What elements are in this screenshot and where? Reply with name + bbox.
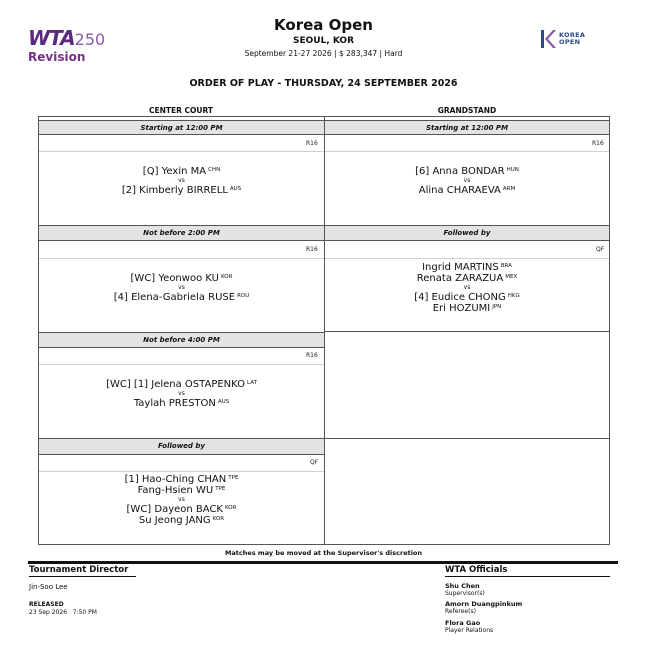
korea-open-logo-line2: OPEN <box>559 38 581 46</box>
vs-label: vs <box>178 496 185 503</box>
officials-underline <box>445 576 610 577</box>
player-country: LAT <box>247 380 257 386</box>
grandstand-slot-2-match <box>325 262 609 314</box>
player-country: AUS <box>217 399 230 405</box>
player-name: Su Jeong JANG <box>138 515 211 526</box>
vs-label: vs <box>178 390 185 397</box>
player-name: [Q] Yexin MA <box>142 166 207 177</box>
grandstand-slot-2-heading: Followed by <box>325 225 609 241</box>
official-entry <box>445 582 485 597</box>
released-label: RELEASED <box>29 601 64 608</box>
player-country: AUS <box>229 186 242 192</box>
officials-title: WTA Officials <box>445 565 508 575</box>
wta-logo-number: 250 <box>74 30 106 49</box>
tournament-info: September 21-27 2026 | $ 283,347 | Hard <box>244 49 403 58</box>
player-country: HUN <box>506 167 519 173</box>
footer-rule <box>28 561 618 564</box>
player-name: Taylah PRESTON <box>133 398 216 409</box>
player-name: [WC] Dayeon BACK <box>126 504 223 515</box>
center-slot-3-heading: Not before 4:00 PM <box>39 332 324 348</box>
wta-logo-text: WTA <box>28 26 75 50</box>
korea-open-logo <box>540 28 610 50</box>
player-country: KOR <box>220 274 233 280</box>
center-slot-2-rule <box>39 258 324 259</box>
player-name: Eri HOZUMI <box>432 303 491 314</box>
center-court-heading: CENTER COURT <box>148 106 214 115</box>
grandstand-empty-divider <box>325 438 609 439</box>
order-of-play-title: ORDER OF PLAY - THURSDAY, 24 SEPTEMBER 2026 <box>189 78 458 89</box>
player-country: MEX <box>505 274 518 280</box>
center-slot-2-heading: Not before 2:00 PM <box>39 225 324 241</box>
player-country: JPN <box>492 304 502 310</box>
player-name: [4] Elena-Gabriela RUSE <box>113 292 236 303</box>
director-title: Tournament Director <box>29 565 129 575</box>
official-role: Referee(s) <box>445 608 476 615</box>
official-name: Flora Gao <box>445 619 481 627</box>
official-entry <box>445 619 493 634</box>
vs-label: vs <box>178 177 185 184</box>
director-name: Jin-Soo Lee <box>29 583 68 591</box>
center-slot-1-rule <box>39 151 324 152</box>
vs-label: vs <box>178 284 185 291</box>
player-country: CHN <box>208 167 221 173</box>
grandstand-slot-2-round: QF <box>596 246 605 253</box>
player-country: ROU <box>237 293 250 299</box>
player-name: [1] Hao-Ching CHAN <box>124 474 227 485</box>
korea-open-logo-line1: KOREA <box>559 31 586 39</box>
vs-label: vs <box>463 177 471 184</box>
center-slot-4-rule <box>39 471 324 472</box>
center-slot-4-heading: Followed by <box>39 438 324 455</box>
player-name: [WC] [1] Jelena OSTAPENKO <box>106 379 246 390</box>
official-name: Amorn Duangpinkum <box>445 600 523 608</box>
player-name: [4] Eudice CHONG <box>414 292 506 303</box>
schedule-note: Matches may be moved at the Supervisor's discretion <box>224 549 423 557</box>
player-name: [2] Kimberly BIRRELL <box>121 185 228 196</box>
center-slot-1-heading: Starting at 12:00 PM <box>39 120 324 135</box>
player-name: Fang-Hsien WU <box>137 485 214 496</box>
grandstand-slot-divider <box>325 331 609 332</box>
player-country: ARM <box>502 186 516 192</box>
grandstand-slot-1-heading: Starting at 12:00 PM <box>325 120 609 135</box>
player-country: TPE <box>215 486 226 492</box>
official-role: Supervisor(s) <box>445 590 485 597</box>
wta-logo-subtitle: Revision <box>28 50 86 64</box>
official-entry <box>445 600 522 615</box>
grandstand-slot-1-match <box>325 166 609 196</box>
player-name: [WC] Yeonwoo KU <box>130 273 219 284</box>
player-country: KOR <box>212 516 225 522</box>
center-slot-1-match <box>39 166 324 196</box>
grandstand-heading: GRANDSTAND <box>437 106 497 115</box>
grandstand-slot-2-rule <box>325 258 609 259</box>
player-name: Ingrid MARTINS <box>422 262 499 273</box>
director-underline <box>29 576 136 577</box>
player-country: TPE <box>228 475 239 481</box>
center-slot-4-match <box>39 474 324 526</box>
korea-open-k-icon <box>540 29 556 49</box>
player-country: HKG <box>507 293 520 299</box>
released-value: 23 Sep 2026 7:50 PM <box>29 609 97 616</box>
grandstand-slot-1-round: R16 <box>592 140 604 147</box>
player-name: [6] Anna BONDAR <box>415 166 505 177</box>
vs-label: vs <box>463 284 471 291</box>
center-slot-2-round: R16 <box>306 246 318 253</box>
center-slot-3-rule <box>39 364 324 365</box>
player-country: BRA <box>500 263 512 269</box>
player-country: KOR <box>224 505 237 511</box>
player-name: Alina CHARAEVA <box>418 185 501 196</box>
tournament-name: Korea Open <box>274 16 373 34</box>
center-slot-3-match <box>39 379 324 409</box>
center-slot-4-round: QF <box>310 459 319 466</box>
official-role: Player Relations <box>445 627 494 634</box>
tournament-location: SEOUL, KOR <box>292 36 355 46</box>
official-name: Shu Chen <box>445 582 480 590</box>
grandstand-slot-1-rule <box>325 151 609 152</box>
player-name: Renata ZARAZUA <box>416 273 504 284</box>
center-slot-1-round: R16 <box>306 140 318 147</box>
center-slot-3-round: R16 <box>306 352 318 359</box>
center-slot-2-match <box>39 273 324 303</box>
order-of-play-grid <box>38 116 610 545</box>
